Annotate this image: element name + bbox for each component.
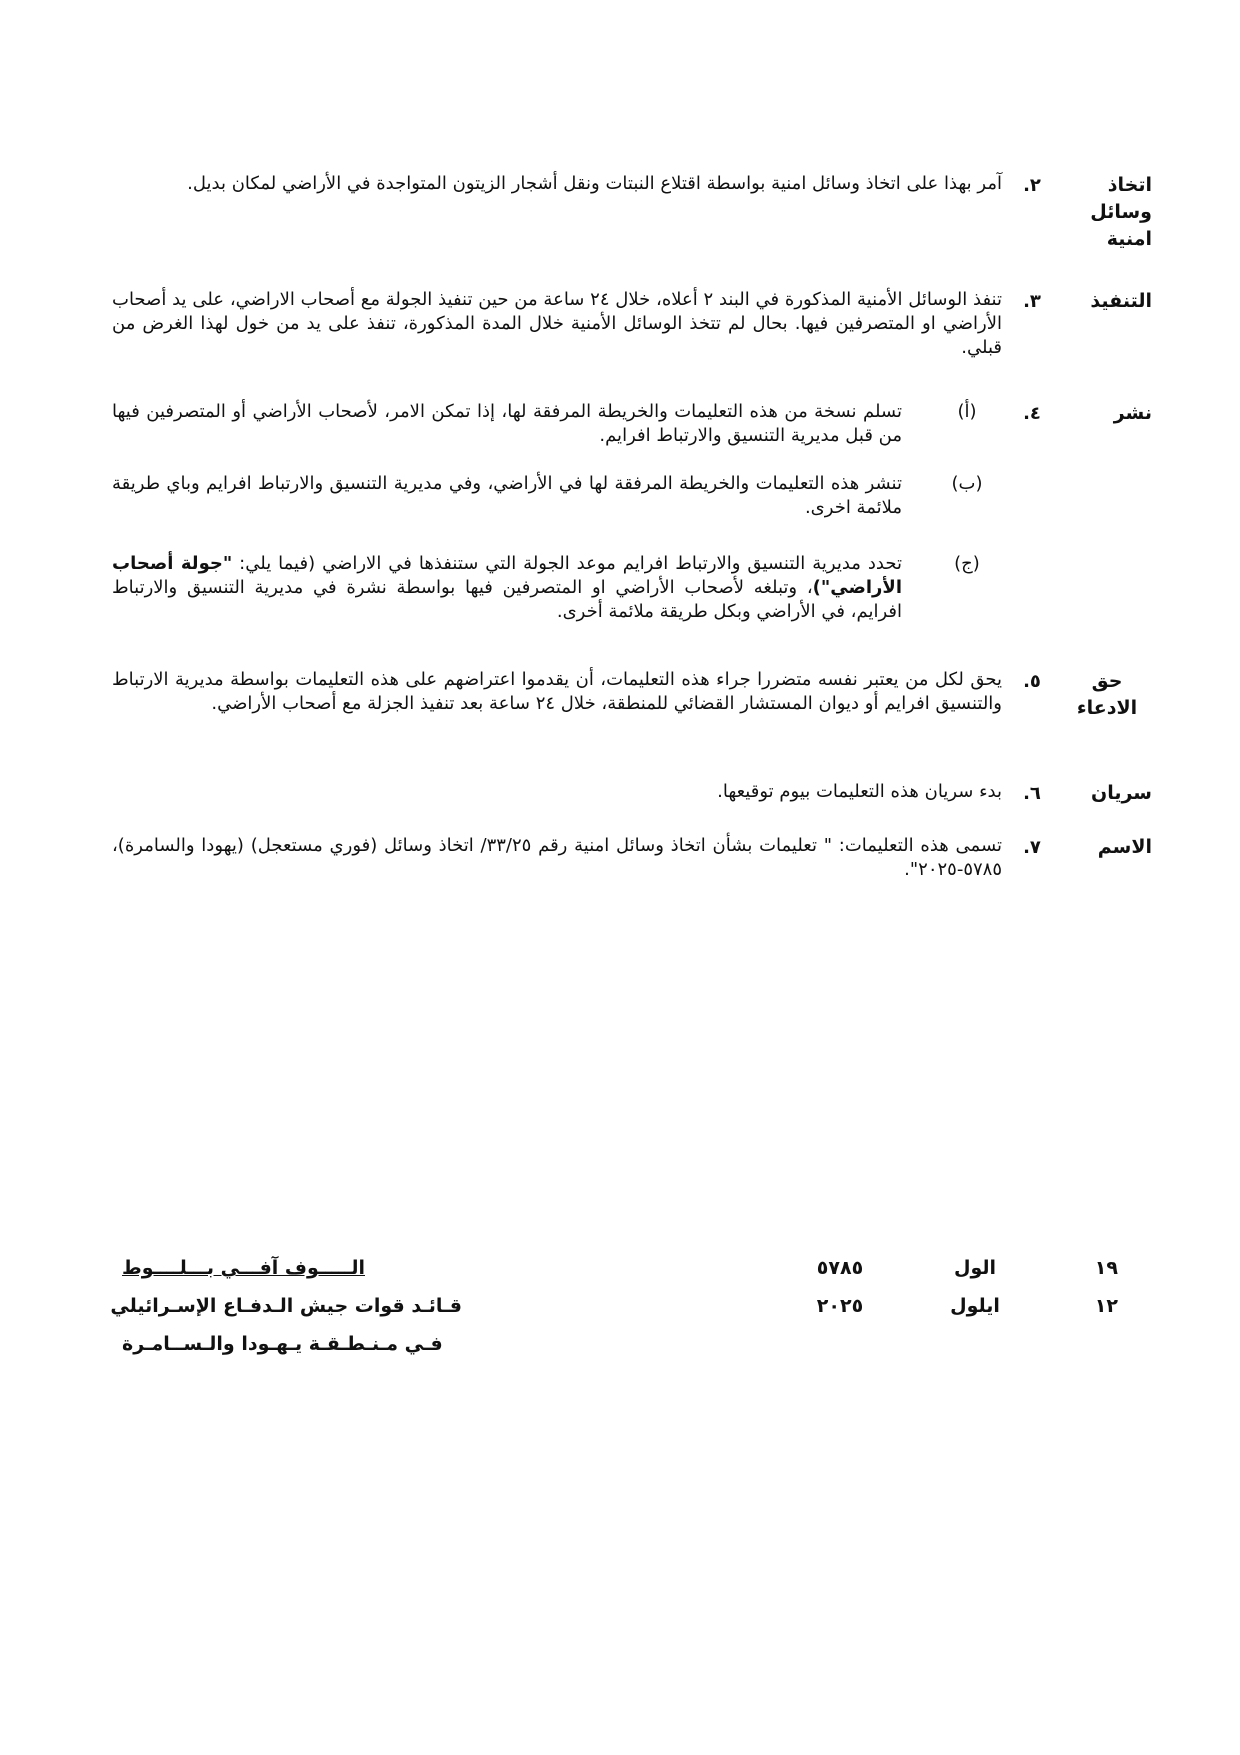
- subsection-text-part: ، وتبلغه لأصحاب الأراضي او المتصرفين فيها بواسطة نشرة في مديرية التنسيق والارتباط افرايم، في الأراضي وبكل طريقة ملائمة أخرى.: [112, 577, 902, 622]
- signature-block: [110, 1255, 462, 1369]
- signatory-name: الـــــوف آفـــي بـــلــــوط: [122, 1257, 365, 1279]
- section-heading: اتخاذ وسائل امنية: [1090, 174, 1152, 250]
- hebrew-month: الول: [953, 1257, 997, 1279]
- signatory-region: فـي مـنـطـقـة يـهـودا والـســامـرة: [122, 1333, 443, 1355]
- subsection-text: تسلم نسخة من هذه التعليمات والخريطة المرفقة لها، إذا تمكن الامر، لأصحاب الأراضي أو المتصرفين فيها من قبل مديرية التنسيق والارتباط افرايم.: [112, 401, 902, 446]
- section-number: ٧.: [1023, 837, 1041, 858]
- date-year-column: [785, 1255, 895, 1331]
- section-heading: نشر: [1113, 402, 1152, 424]
- date-month-column: [925, 1255, 1025, 1331]
- hebrew-year: ٥٧٨٥: [816, 1257, 864, 1279]
- section-heading: حق الادعاء: [1076, 670, 1138, 719]
- section-heading: التنفيذ: [1090, 290, 1152, 312]
- section-number: ٣.: [1023, 291, 1041, 312]
- subsection-label: (أ): [957, 401, 977, 422]
- section-text: تنفذ الوسائل الأمنية المذكورة في البند ٢ أعلاه، خلال ٢٤ ساعة من حين تنفيذ الجولة مع أصحاب الاراضي، على يد أصحاب الأراضي او المتصرفين فيها. بحال لم تتخذ الوسائل الأمنية خلال المدة المذكورة، تنفذ على يد من خول لهذا الغرض من قبلي.: [112, 289, 1002, 358]
- section-number: ٥.: [1023, 671, 1041, 692]
- gregorian-month: ايلول: [950, 1295, 1000, 1317]
- section-number: ٤.: [1023, 403, 1041, 424]
- gregorian-year: ٢٠٢٥: [816, 1295, 864, 1317]
- hebrew-day: ١٩: [1094, 1257, 1118, 1279]
- section-text: تسمى هذه التعليمات: " تعليمات بشأن اتخاذ وسائل امنية رقم ٣٣/٢٥/ اتخاذ وسائل (فوري مستعجل) (يهودا والسامرة)، ٥٧٨٥-٢٠٢٥".: [112, 835, 1003, 880]
- bold-term: "جولة أصحاب الأراضي"): [112, 553, 902, 598]
- subsection-text: تنشر هذه التعليمات والخريطة المرفقة لها في الأراضي، وفي مديرية التنسيق والارتباط افرايم وباي طريقة ملائمة اخرى.: [112, 473, 902, 518]
- subsection-label: (ب): [951, 473, 983, 494]
- date-day-column: [1058, 1255, 1118, 1331]
- section-heading: سريان: [1091, 782, 1152, 804]
- section-text: بدء سريان هذه التعليمات بيوم توقيعها.: [717, 781, 1002, 802]
- subsection-label: (ج): [954, 553, 980, 574]
- signatory-title: قـائـد قوات جيش الـدفـاع الإسـرائيلي: [110, 1295, 462, 1317]
- section-text: آمر بهذا على اتخاذ وسائل امنية بواسطة اقتلاع النبتات ونقل أشجار الزيتون المتواجدة في الأراضي لمكان بديل.: [187, 173, 1002, 194]
- subsection-text: [112, 552, 902, 624]
- section-number: ٦.: [1023, 783, 1041, 804]
- section-number: ٢.: [1023, 175, 1041, 196]
- subsection-text-part: تحدد مديرية التنسيق والارتباط افرايم موعد الجولة التي ستنفذها في الاراضي (فيما يلي:: [232, 553, 902, 574]
- gregorian-day: ١٢: [1094, 1295, 1118, 1317]
- section-heading: الاسم: [1097, 836, 1152, 858]
- section-text: يحق لكل من يعتبر نفسه متضررا جراء هذه التعليمات، أن يقدموا اعتراضهم على هذه التعليمات بواسطة مديرية الارتباط والتنسيق افرايم أو ديوان المستشار القضائي للمنطقة، خلال ٢٤ ساعة بعد تنفيذ الجزلة مع أصحاب الأراضي.: [112, 669, 1002, 714]
